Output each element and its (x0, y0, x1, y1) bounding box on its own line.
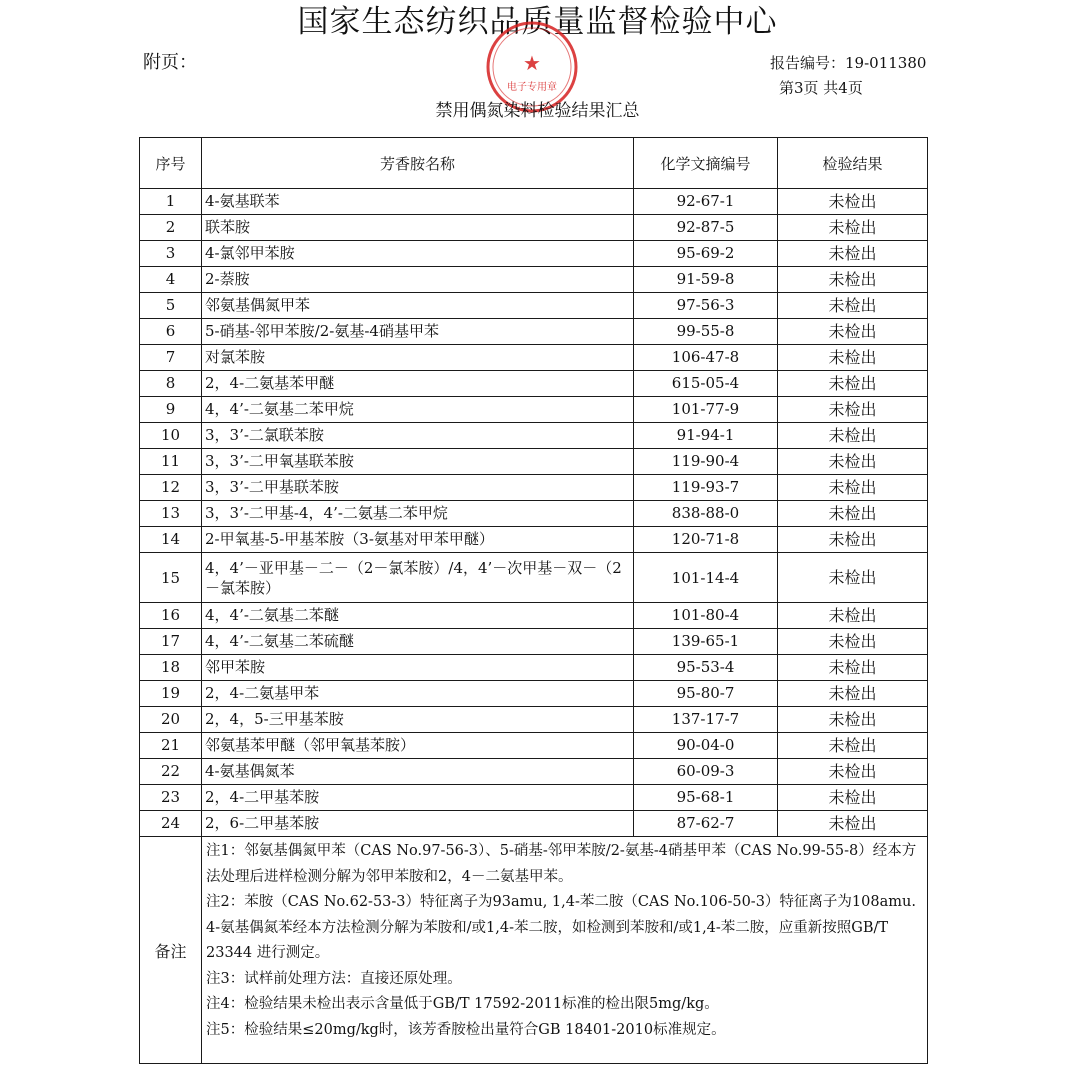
table-row (140, 423, 928, 449)
row-no: 24 (140, 811, 202, 837)
amine-name: 联苯胺 (202, 215, 634, 241)
test-result: 未检出 (778, 319, 928, 345)
cas-number: 119-93-7 (634, 475, 778, 501)
row-no: 7 (140, 345, 202, 371)
amine-name: 4-氨基联苯 (202, 189, 634, 215)
amine-name: 4-氯邻甲苯胺 (202, 241, 634, 267)
table-row (140, 371, 928, 397)
cas-number: 97-56-3 (634, 293, 778, 319)
cas-number: 99-55-8 (634, 319, 778, 345)
notes-body (202, 837, 928, 1064)
test-result: 未检出 (778, 553, 928, 603)
cas-number: 90-04-0 (634, 733, 778, 759)
test-result: 未检出 (778, 475, 928, 501)
cas-number: 91-59-8 (634, 267, 778, 293)
test-result: 未检出 (778, 707, 928, 733)
amine-name: 2，4，5-三甲基苯胺 (202, 707, 634, 733)
row-no: 10 (140, 423, 202, 449)
cas-number: 838-88-0 (634, 501, 778, 527)
table-row (140, 293, 928, 319)
amine-name: 2，4-二氨基甲苯 (202, 681, 634, 707)
amine-name: 4，4’-二氨基二苯甲烷 (202, 397, 634, 423)
table-row (140, 189, 928, 215)
cas-number: 92-87-5 (634, 215, 778, 241)
cas-number: 91-94-1 (634, 423, 778, 449)
test-result: 未检出 (778, 215, 928, 241)
row-no: 17 (140, 629, 202, 655)
amine-name: 3，3’-二甲氧基联苯胺 (202, 449, 634, 475)
test-result: 未检出 (778, 629, 928, 655)
test-result: 未检出 (778, 681, 928, 707)
cas-number: 120-71-8 (634, 527, 778, 553)
table-row (140, 733, 928, 759)
notes-label: 备注 (140, 837, 202, 1064)
table-row (140, 681, 928, 707)
amine-name: 对氯苯胺 (202, 345, 634, 371)
report-number: 报告编号：19-011380 (770, 54, 927, 72)
row-no: 22 (140, 759, 202, 785)
table-row (140, 785, 928, 811)
row-no: 12 (140, 475, 202, 501)
test-result: 未检出 (778, 759, 928, 785)
row-no: 15 (140, 553, 202, 603)
table-header-row (140, 138, 928, 189)
row-no: 23 (140, 785, 202, 811)
test-result: 未检出 (778, 655, 928, 681)
table-row (140, 215, 928, 241)
table-row (140, 319, 928, 345)
row-no: 9 (140, 397, 202, 423)
test-result: 未检出 (778, 371, 928, 397)
cas-number: 119-90-4 (634, 449, 778, 475)
table-row (140, 397, 928, 423)
appendix-label: 附页： (143, 52, 197, 73)
cas-number: 101-14-4 (634, 553, 778, 603)
row-no: 5 (140, 293, 202, 319)
row-no: 21 (140, 733, 202, 759)
test-result: 未检出 (778, 733, 928, 759)
test-result: 未检出 (778, 397, 928, 423)
row-no: 20 (140, 707, 202, 733)
row-no: 13 (140, 501, 202, 527)
amine-name: 3，3’-二氯联苯胺 (202, 423, 634, 449)
test-result: 未检出 (778, 189, 928, 215)
test-result: 未检出 (778, 785, 928, 811)
cas-number: 95-53-4 (634, 655, 778, 681)
cas-number: 95-69-2 (634, 241, 778, 267)
amine-name: 邻氨基苯甲醚（邻甲氧基苯胺） (202, 733, 634, 759)
table-row (140, 629, 928, 655)
cas-number: 615-05-4 (634, 371, 778, 397)
column-header-name: 芳香胺名称 (202, 138, 634, 189)
org-title: 国家生态纺织品质量监督检验中心 (297, 4, 778, 40)
amine-name: 5-硝基-邻甲苯胺/2-氨基-4硝基甲苯 (202, 319, 634, 345)
test-result: 未检出 (778, 603, 928, 629)
table-row (140, 241, 928, 267)
cas-number: 95-68-1 (634, 785, 778, 811)
note-5: 注5：检验结果≤20mg/kg时，该芳香胺检出量符合GB 18401-2010标准规定。 (206, 1021, 726, 1038)
row-no: 19 (140, 681, 202, 707)
cas-number: 101-80-4 (634, 603, 778, 629)
amine-name: 2，4-二氨基苯甲醚 (202, 371, 634, 397)
row-no: 3 (140, 241, 202, 267)
amine-name: 4，4’-二氨基二苯醚 (202, 603, 634, 629)
row-no: 11 (140, 449, 202, 475)
test-result: 未检出 (778, 241, 928, 267)
seal-text: 电子专用章 (507, 82, 557, 93)
table-row (140, 501, 928, 527)
note-1: 注1：邻氨基偶氮甲苯（CAS No.97-56-3）、5-硝基-邻甲苯胺/2-氨基-4硝基甲苯（CAS No.99-55-8）经本方法处理后进样检测分解为邻甲苯胺和2，4－二氨基甲苯。 (206, 843, 917, 885)
amine-name: 4，4’－亚甲基－二－（2－氯苯胺）/4，4’－次甲基－双－（2－氯苯胺） (202, 553, 634, 603)
table-row (140, 603, 928, 629)
test-result: 未检出 (778, 267, 928, 293)
table-row (140, 475, 928, 501)
column-header-result: 检验结果 (778, 138, 928, 189)
table-row (140, 655, 928, 681)
row-no: 6 (140, 319, 202, 345)
row-no: 16 (140, 603, 202, 629)
cas-number: 137-17-7 (634, 707, 778, 733)
table-title: 禁用偶氮染料检验结果汇总 (435, 101, 640, 121)
column-header-cas: 化学文摘编号 (634, 138, 778, 189)
column-header-no: 序号 (140, 138, 202, 189)
table-row (140, 553, 928, 603)
table-row (140, 527, 928, 553)
row-no: 14 (140, 527, 202, 553)
row-no: 2 (140, 215, 202, 241)
note-4: 注4：检验结果未检出表示含量低于GB/T 17592-2011标准的检出限5mg/kg。 (206, 996, 719, 1012)
test-result: 未检出 (778, 449, 928, 475)
table-row (140, 449, 928, 475)
cas-number: 87-62-7 (634, 811, 778, 837)
amine-name: 2，4-二甲基苯胺 (202, 785, 634, 811)
seal-star-icon: ★ (523, 51, 541, 75)
amine-name: 邻甲苯胺 (202, 655, 634, 681)
cas-number: 106-47-8 (634, 345, 778, 371)
amine-name: 3，3’-二甲基联苯胺 (202, 475, 634, 501)
row-no: 1 (140, 189, 202, 215)
table-row (140, 267, 928, 293)
amine-name: 2，6-二甲基苯胺 (202, 811, 634, 837)
table-row (140, 811, 928, 837)
note-2: 注2：苯胺（CAS No.62-53-3）特征离子为93amu, 1,4-苯二胺（CAS No.106-50-3）特征离子为108amu. 4-氨基偶氮苯经本方法检测分解为苯胺和/或1,4-苯二胺，如检测到苯胺和/或1,4-苯二胺，应重新按照GB/T 23344 进行测定。 (206, 894, 916, 961)
amine-name: 邻氨基偶氮甲苯 (202, 293, 634, 319)
notes-row (140, 837, 928, 1064)
amine-name: 2-萘胺 (202, 267, 634, 293)
test-result: 未检出 (778, 527, 928, 553)
test-result: 未检出 (778, 345, 928, 371)
results-table (139, 137, 928, 1064)
test-result: 未检出 (778, 811, 928, 837)
test-result: 未检出 (778, 501, 928, 527)
table-row (140, 707, 928, 733)
test-result: 未检出 (778, 423, 928, 449)
table-row (140, 345, 928, 371)
test-result: 未检出 (778, 293, 928, 319)
note-3: 注3：试样前处理方法：直接还原处理。 (206, 970, 462, 987)
row-no: 8 (140, 371, 202, 397)
amine-name: 2-甲氧基-5-甲基苯胺（3-氨基对甲苯甲醚） (202, 527, 634, 553)
cas-number: 92-67-1 (634, 189, 778, 215)
cas-number: 60-09-3 (634, 759, 778, 785)
cas-number: 95-80-7 (634, 681, 778, 707)
amine-name: 3，3’-二甲基-4，4’-二氨基二苯甲烷 (202, 501, 634, 527)
table-row (140, 759, 928, 785)
row-no: 18 (140, 655, 202, 681)
cas-number: 139-65-1 (634, 629, 778, 655)
cas-number: 101-77-9 (634, 397, 778, 423)
page-info: 第3页 共4页 (779, 79, 863, 97)
amine-name: 4，4’-二氨基二苯硫醚 (202, 629, 634, 655)
amine-name: 4-氨基偶氮苯 (202, 759, 634, 785)
row-no: 4 (140, 267, 202, 293)
